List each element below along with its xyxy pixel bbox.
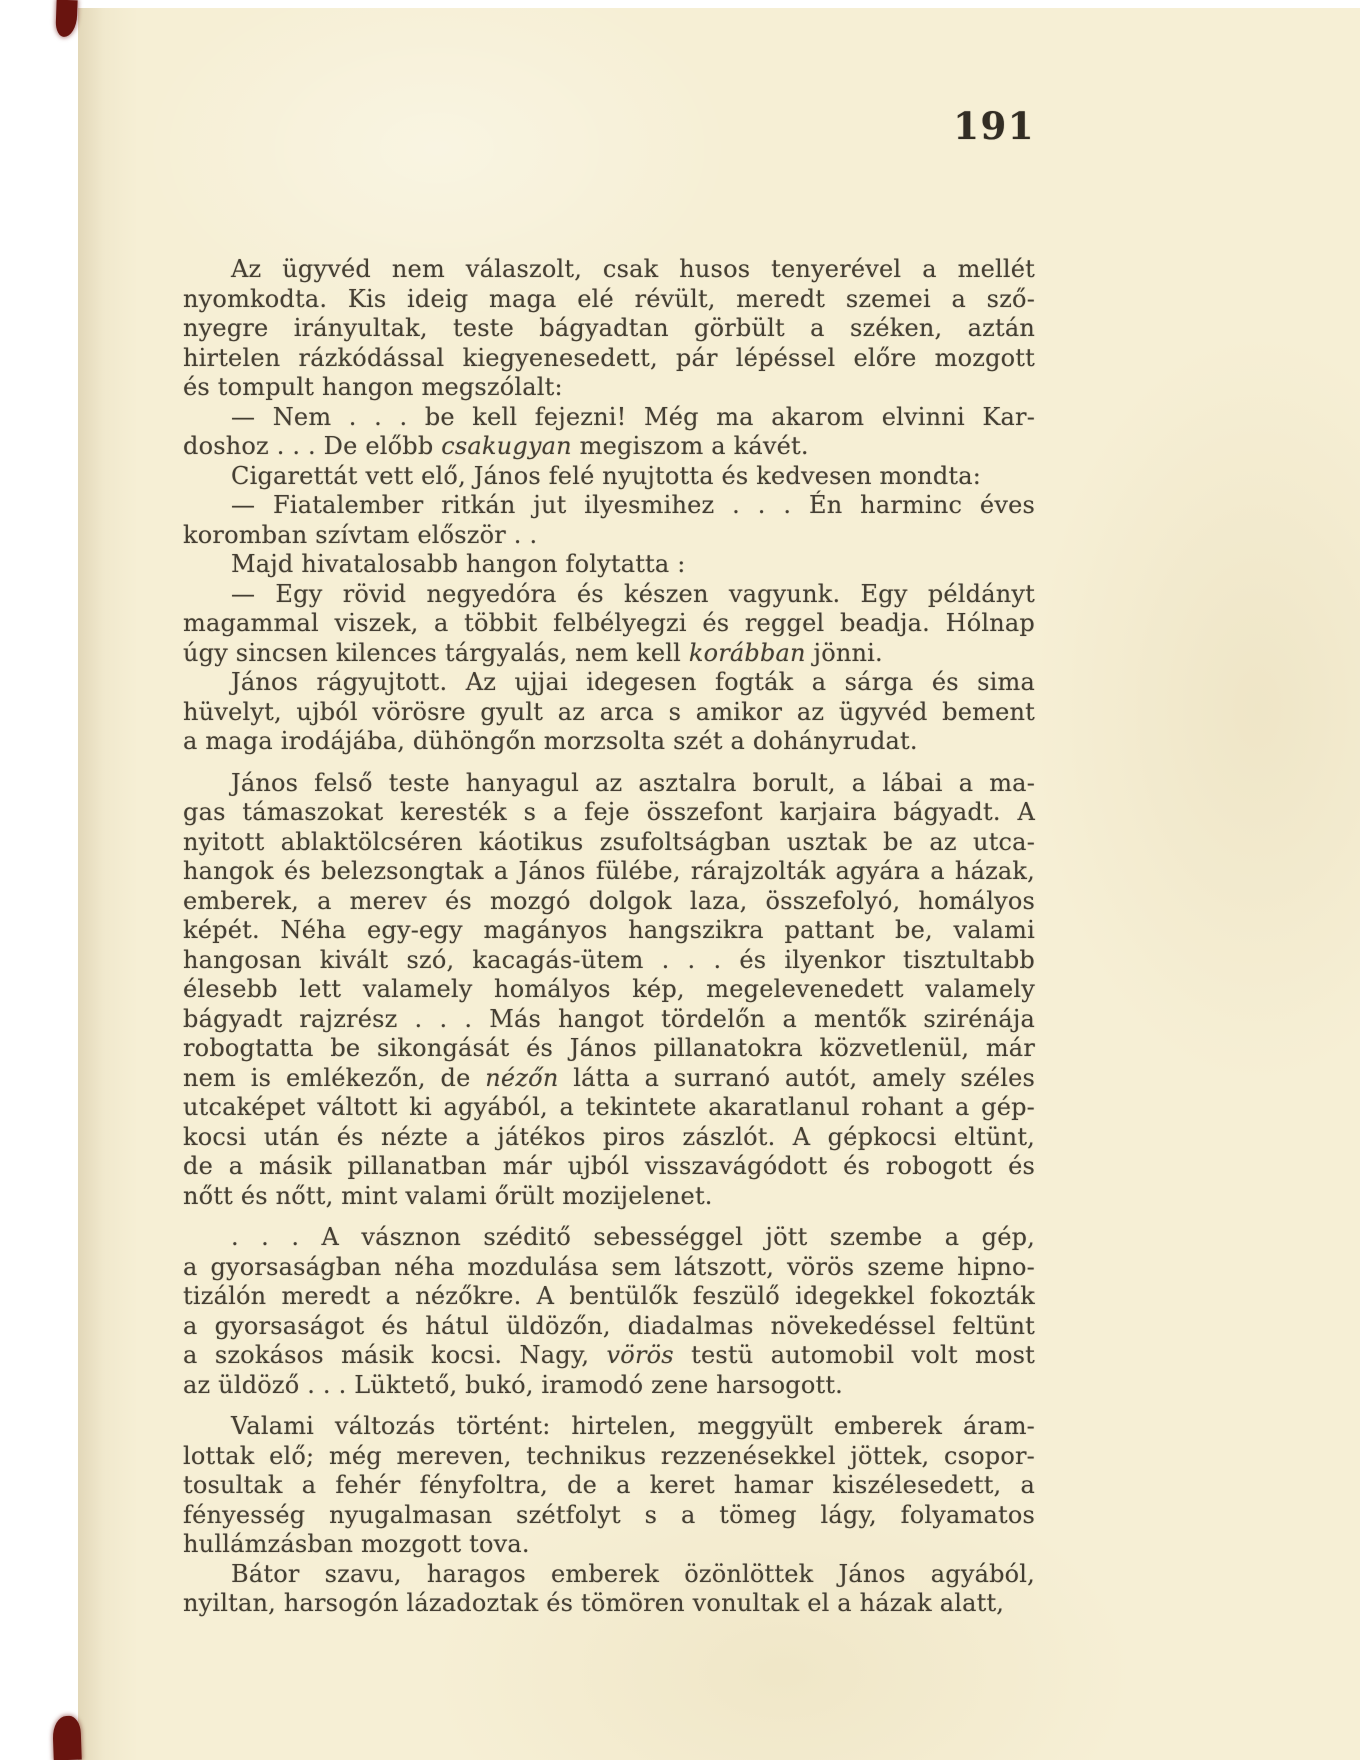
text-segment: képét. Néha egy-egy magányos hangszikra pattant be, valami xyxy=(183,916,1035,944)
text-line xyxy=(183,857,1035,887)
text-line xyxy=(183,285,1035,315)
paragraph xyxy=(183,550,1035,580)
text-line xyxy=(183,314,1035,344)
text-line xyxy=(183,975,1035,1005)
text-segment: nyitott ablaktölcséren káotikus zsufoltságban usztak be az utca- xyxy=(183,827,1035,856)
text-segment: emberek, a merev és mozgó dolgok laza, összefolyó, homályos xyxy=(183,886,1035,915)
text-segment: testü automobil volt most xyxy=(673,1341,1035,1369)
text-segment: a gyorsaságban néha mozdulása sem látszott, vörös szeme hipno- xyxy=(183,1252,1035,1281)
text-line xyxy=(183,1312,1035,1342)
text-line xyxy=(183,432,1035,462)
text-segment: — Nem . . . be kell fejezni! Még ma akarom elvinni Kar- xyxy=(231,402,1035,431)
text-line xyxy=(183,639,1035,669)
text-segment: János rágyujtott. Az ujjai idegesen fogták a sárga és sima xyxy=(231,668,1035,696)
text-line xyxy=(183,1064,1035,1094)
text-segment: tosultak a fehér fényfoltra, de a keret hamar kiszélesedett, a xyxy=(183,1471,1035,1499)
text-line xyxy=(183,916,1035,946)
text-line xyxy=(183,1442,1035,1472)
paragraph xyxy=(183,491,1035,550)
text-line xyxy=(183,1589,1035,1619)
text-line xyxy=(183,1093,1035,1123)
text-segment: és tompult hangon megszólalt: xyxy=(183,373,563,401)
text-line xyxy=(183,1501,1035,1531)
paragraph xyxy=(183,462,1035,492)
scan-edge-artifact-top xyxy=(55,0,77,37)
text-line xyxy=(183,1341,1035,1371)
text-line xyxy=(183,1371,1035,1401)
text-segment: nyegre irányultak, teste bágyadtan görbült a széken, aztán xyxy=(183,314,1035,342)
text-segment: nyiltan, harsogón lázadoztak és tömören vonultak el a házak alatt, xyxy=(183,1589,1005,1617)
text-line xyxy=(183,727,1035,757)
text-segment: nőtt és nőtt, mint valami őrült mozijelenet. xyxy=(183,1181,713,1210)
text-line xyxy=(183,1005,1035,1035)
text-segment: utcaképet váltott ki agyából, a tekintete akaratlanul rohant a gép- xyxy=(183,1093,1035,1121)
paragraph xyxy=(183,1560,1035,1619)
text-segment: a gyorsaságot és hátul üldözőn, diadalmas növekedéssel feltünt xyxy=(183,1311,1035,1340)
text-line xyxy=(183,1223,1035,1253)
text-line xyxy=(183,1530,1035,1560)
text-segment: hirtelen rázkódással kiegyenesedett, pár lépéssel előre mozgott xyxy=(183,343,1035,372)
paragraph xyxy=(183,403,1035,462)
text-segment: koromban szívtam először . . xyxy=(183,520,538,549)
text-line xyxy=(183,491,1035,521)
book-page xyxy=(78,8,1360,1760)
text-line xyxy=(183,609,1035,639)
text-line xyxy=(183,580,1035,610)
paragraph xyxy=(183,1223,1035,1400)
emphasized-text: vörös xyxy=(606,1341,674,1369)
text-segment: kocsi után és nézte a játékos piros zászlót. A gépkocsi eltünt, xyxy=(183,1122,1035,1151)
text-segment: János felső teste hanyagul az asztalra borult, a lábai a ma- xyxy=(231,768,1035,797)
text-segment: Valami változás történt: hirtelen, meggyült emberek áram- xyxy=(231,1412,1035,1440)
text-line xyxy=(183,403,1035,433)
paragraph xyxy=(183,668,1035,757)
text-line xyxy=(183,769,1035,799)
text-segment: a szokásos másik kocsi. Nagy, xyxy=(183,1341,607,1369)
page-number: 191 xyxy=(953,104,1035,148)
text-line xyxy=(183,668,1035,698)
text-segment: hangok és belezsongtak a János fülébe, rárajzolták agyára a házak, xyxy=(183,857,1035,885)
text-line xyxy=(183,828,1035,858)
text-line xyxy=(183,255,1035,285)
text-segment: — Fiatalember ritkán jut ilyesmihez . . . Én harminc éves xyxy=(231,491,1035,519)
text-segment: Bátor szavu, haragos emberek özönlöttek János agyából, xyxy=(231,1559,1035,1588)
text-segment: fényesség nyugalmasan szétfolyt s a tömeg lágy, folyamatos xyxy=(183,1500,1035,1529)
text-segment: Majd hivatalosabb hangon folytatta : xyxy=(231,550,686,578)
emphasized-text: nézőn xyxy=(485,1063,559,1092)
text-line xyxy=(183,887,1035,917)
text-line xyxy=(183,1152,1035,1182)
text-line xyxy=(183,1412,1035,1442)
text-line xyxy=(183,798,1035,828)
text-segment: — Egy rövid negyedóra és készen vagyunk. Egy példányt xyxy=(231,579,1035,608)
text-segment: úgy sincsen kilences tárgyalás, nem kell xyxy=(183,638,689,667)
text-segment: Cigarettát vett elő, János felé nyujtotta és kedvesen mondta: xyxy=(231,461,982,490)
text-line xyxy=(183,550,1035,580)
page-content xyxy=(183,8,1035,1619)
text-line xyxy=(183,1034,1035,1064)
text-line xyxy=(183,521,1035,551)
text-segment: hullámzásban mozgott tova. xyxy=(183,1530,530,1558)
text-segment: az üldöző . . . Lüktető, bukó, iramodó zene harsogott. xyxy=(183,1370,844,1399)
text-line xyxy=(183,1471,1035,1501)
text-segment: lottak elő; még mereven, technikus rezzenésekkel jöttek, csopor- xyxy=(183,1441,1035,1470)
text-segment: doshoz . . . De előbb xyxy=(183,432,442,460)
text-line xyxy=(183,462,1035,492)
text-segment: magammal viszek, a többit felbélyegzi és reggel beadja. Hólnap xyxy=(183,609,1035,637)
text-line xyxy=(183,373,1035,403)
paragraph xyxy=(183,1412,1035,1560)
text-segment: Az ügyvéd nem válaszolt, csak husos tenyerével a mellét xyxy=(231,255,1035,283)
text-segment: jönni. xyxy=(805,638,883,667)
text-segment: . . . A vásznon széditő sebességgel jött szembe a gép, xyxy=(231,1223,1035,1251)
paragraph xyxy=(183,255,1035,403)
text-segment: a maga irodájába, dühöngőn morzsolta szét a dohányrudat. xyxy=(183,727,918,755)
text-line xyxy=(183,698,1035,728)
text-line xyxy=(183,1253,1035,1283)
scan-edge-artifact-bottom xyxy=(52,1716,82,1760)
text-line xyxy=(183,1123,1035,1153)
text-segment: nem is emlékezőn, de xyxy=(183,1063,486,1092)
text-segment: de a másik pillanatban már ujból visszavágódott és robogott és xyxy=(183,1152,1035,1180)
text-line xyxy=(183,946,1035,976)
paragraph xyxy=(183,769,1035,1212)
text-line xyxy=(183,1560,1035,1590)
text-line xyxy=(183,1182,1035,1212)
text-segment: bágyadt rajzrész . . . Más hangot tördelőn a mentők szirénája xyxy=(183,1004,1035,1033)
paragraph xyxy=(183,580,1035,669)
text-segment: megiszom a kávét. xyxy=(571,432,809,460)
text-line xyxy=(183,344,1035,374)
text-segment: nyomkodta. Kis ideig maga elé révült, meredt szemei a sző- xyxy=(183,284,1035,313)
text-segment: látta a surranó autót, amely széles xyxy=(558,1063,1035,1092)
text-line xyxy=(183,1282,1035,1312)
emphasized-text: korábban xyxy=(688,638,806,667)
text-segment: hüvelyt, ujból vörösre gyult az arca s amikor az ügyvéd bement xyxy=(183,697,1035,726)
text-segment: tizálón meredt a nézőkre. A bentülők feszülő idegekkel fokozták xyxy=(183,1282,1035,1310)
text-block xyxy=(183,255,1035,1619)
text-segment: gas támaszokat keresték s a feje összefont karjaira bágyadt. A xyxy=(183,798,1035,826)
text-segment: robogtatta be sikongását és János pillanatokra közvetlenül, már xyxy=(183,1034,1035,1062)
emphasized-text: csakugyan xyxy=(441,432,572,460)
text-segment: élesebb lett valamely homályos kép, megelevenedett valamely xyxy=(183,975,1035,1003)
text-segment: hangosan kivált szó, kacagás-ütem . . . és ilyenkor tisztultabb xyxy=(183,945,1035,974)
